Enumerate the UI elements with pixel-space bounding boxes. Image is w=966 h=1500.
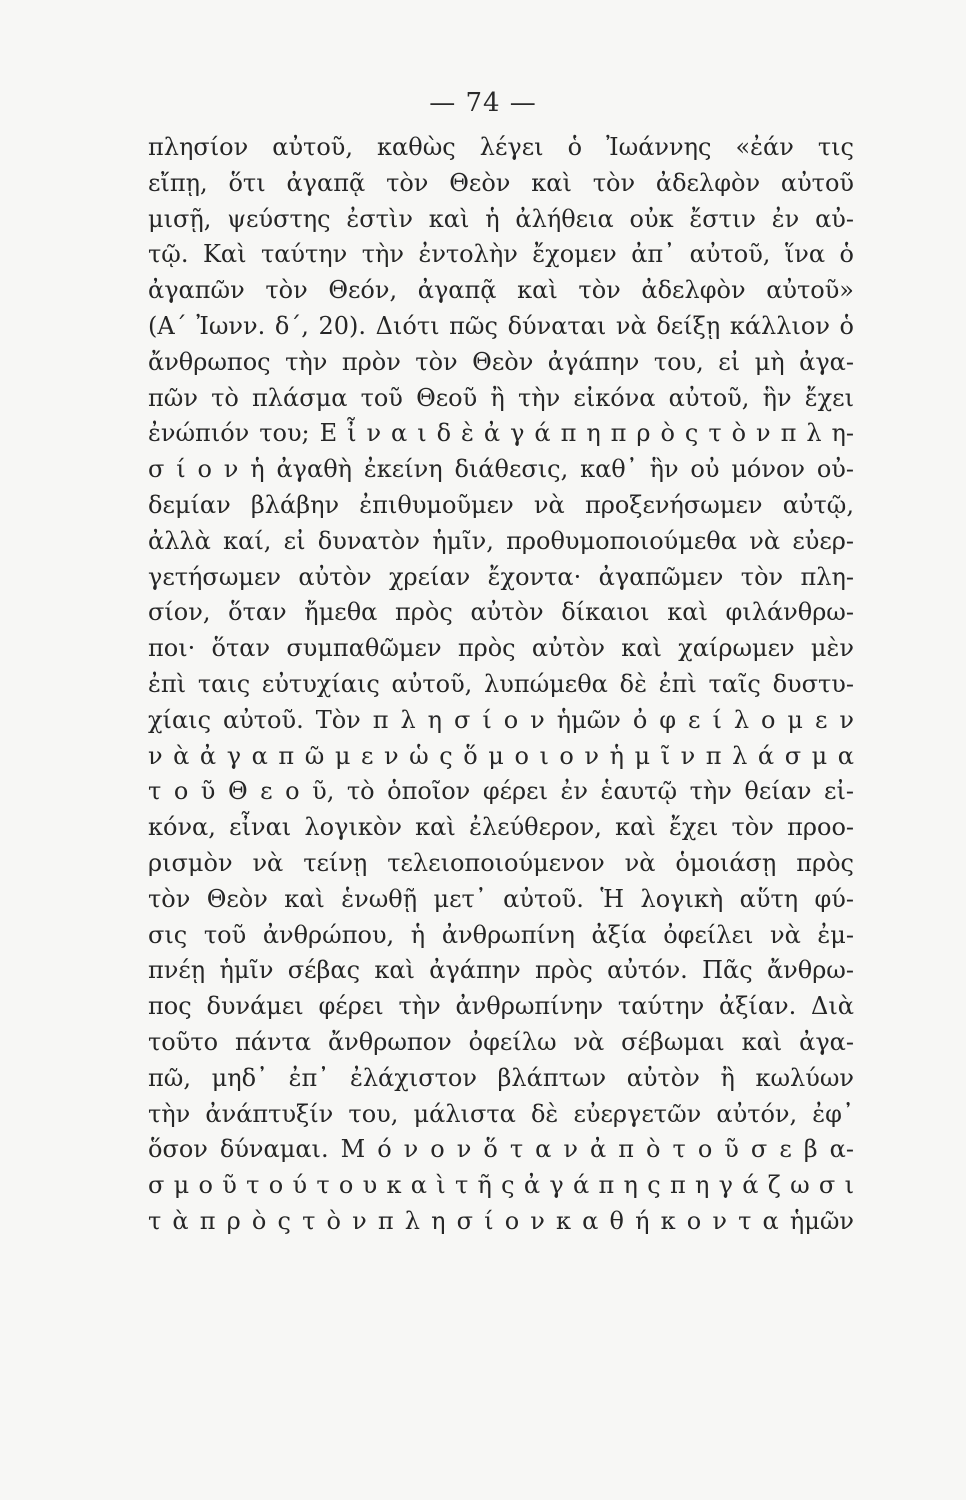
text-line: πλησίον αὐτοῦ, καθὼς λέγει ὁ Ἰωάννης «ἐάν τις	[148, 133, 854, 161]
text-line: πῶν τὸ πλάσμα τοῦ Θεοῦ ἢ τὴν εἰκόνα αὐτοῦ, ἣν ἔχει	[148, 383, 854, 412]
text-line: δεμίαν βλάβην ἐπιθυμοῦμεν νὰ προξενήσωμεν αὐτῷ,	[148, 490, 854, 519]
text-line: πῶ, μηδ᾽ ἐπ᾽ ἐλάχιστον βλάπτων αὐτὸν ἢ κωλύων	[148, 1063, 854, 1092]
text-line: ρισμὸν νὰ τείνῃ τελειοποιούμενον νὰ ὁμοιάσῃ πρὸς	[148, 848, 854, 877]
text-line: ἐπὶ ταις εὐτυχίαις αὐτοῦ, λυπώμεθα δὲ ἐπὶ ταῖς δυστυ-	[148, 669, 854, 698]
text-line: ἐνώπιόν του; Ε ἶ ν α ι δ ὲ ἀ γ ά π η π ρ ὸ ς τ ὸ ν π λ η-	[148, 419, 854, 448]
text-line: πνέῃ ἡμῖν σέβας καὶ ἀγάπην πρὸς αὐτόν. Πᾶς ἄνθρω-	[148, 956, 854, 985]
body-text	[148, 130, 854, 1240]
text-line: ὅσον δύναμαι. Μ ό ν ο ν ὅ τ α ν ἀ π ὸ τ ο ῦ σ ε β α-	[148, 1135, 854, 1164]
text-line: σ μ ο ῦ τ ο ύ τ ο υ κ α ὶ τ ῆ ς ἀ γ ά π η ς π η γ ά ζ ω σ ι	[148, 1171, 854, 1200]
text-line: σις τοῦ ἀνθρώπου, ἡ ἀνθρωπίνη ἀξία ὀφείλει νὰ ἐμ-	[148, 920, 854, 949]
text-line: ἄνθρωπος τὴν πρὸν τὸν Θεὸν ἀγάπην του, εἰ μὴ ἀγα-	[148, 347, 854, 376]
text-line: ποι· ὅταν συμπαθῶμεν πρὸς αὐτὸν καὶ χαίρωμεν μὲν	[148, 634, 854, 663]
text-line: χίαις αὐτοῦ. Τὸν π λ η σ ί ο ν ἡμῶν ὀ φ ε ί λ ο μ ε ν	[148, 705, 854, 734]
page-number: — 74 —	[429, 88, 537, 118]
text-line: ἀλλὰ καί, εἰ δυνατὸν ἡμῖν, προθυμοποιούμεθα νὰ εὐερ-	[148, 526, 854, 555]
text-line: (Α΄ Ἰωνν. δ΄, 20). Διότι πῶς δύναται νὰ δείξῃ κάλλιον ὁ	[148, 311, 854, 340]
text-line: σ ί ο ν ἡ ἀγαθὴ ἐκείνη διάθεσις, καθ᾽ ἣν οὐ μόνον οὐ-	[148, 455, 854, 484]
text-line: εἴπῃ, ὅτι ἀγαπᾷ τὸν Θεὸν καὶ τὸν ἀδελφὸν αὐτοῦ	[148, 168, 854, 197]
text-line: ἀγαπῶν τὸν Θεόν, ἀγαπᾷ καὶ τὸν ἀδελφὸν αὐτοῦ»	[148, 276, 854, 305]
text-line: τὴν ἀνάπτυξίν του, μάλιστα δὲ εὐεργετῶν αὐτόν, ἐφ᾽	[148, 1099, 854, 1128]
text-line: τ ο ῦ Θ ε ο ῦ, τὸ ὁποῖον φέρει ἐν ἑαυτῷ τὴν θείαν εἰ-	[148, 777, 854, 806]
text-line: ν ὰ ἀ γ α π ῶ μ ε ν ὡ ς ὅ μ ο ι ο ν ἡ μ ῖ ν π λ ά σ μ α	[148, 741, 854, 770]
text-line: γετήσωμεν αὐτὸν χρείαν ἔχοντα· ἀγαπῶμεν τὸν πλη-	[148, 562, 854, 591]
text-line: πος δυνάμει φέρει τὴν ἀνθρωπίνην ταύτην ἀξίαν. Διὰ	[148, 992, 854, 1021]
text-line: κόνα, εἶναι λογικὸν καὶ ἐλεύθερον, καὶ ἔχει τὸν προο-	[148, 813, 854, 842]
text-line: τ ὰ π ρ ὸ ς τ ὸ ν π λ η σ ί ο ν κ α θ ή κ ο ν τ α ἡμῶν	[148, 1206, 854, 1235]
text-line: τοῦτο πάντα ἄνθρωπον ὀφείλω νὰ σέβωμαι καὶ ἀγα-	[148, 1027, 854, 1056]
text-line: τὸν Θεὸν καὶ ἑνωθῇ μετ᾽ αὐτοῦ. Ἡ λογικὴ αὕτη φύ-	[148, 884, 854, 913]
text-line: σίον, ὅταν ἤμεθα πρὸς αὐτὸν δίκαιοι καὶ φιλάνθρω-	[148, 598, 854, 627]
text-line: μισῇ, ψεύστης ἐστὶν καὶ ἡ ἀλήθεια οὐκ ἔστιν ἐν αὐ-	[148, 204, 854, 233]
text-line: τῷ. Καὶ ταύτην τὴν ἐντολὴν ἔχομεν ἀπ᾽ αὐτοῦ, ἵνα ὁ	[148, 240, 854, 269]
